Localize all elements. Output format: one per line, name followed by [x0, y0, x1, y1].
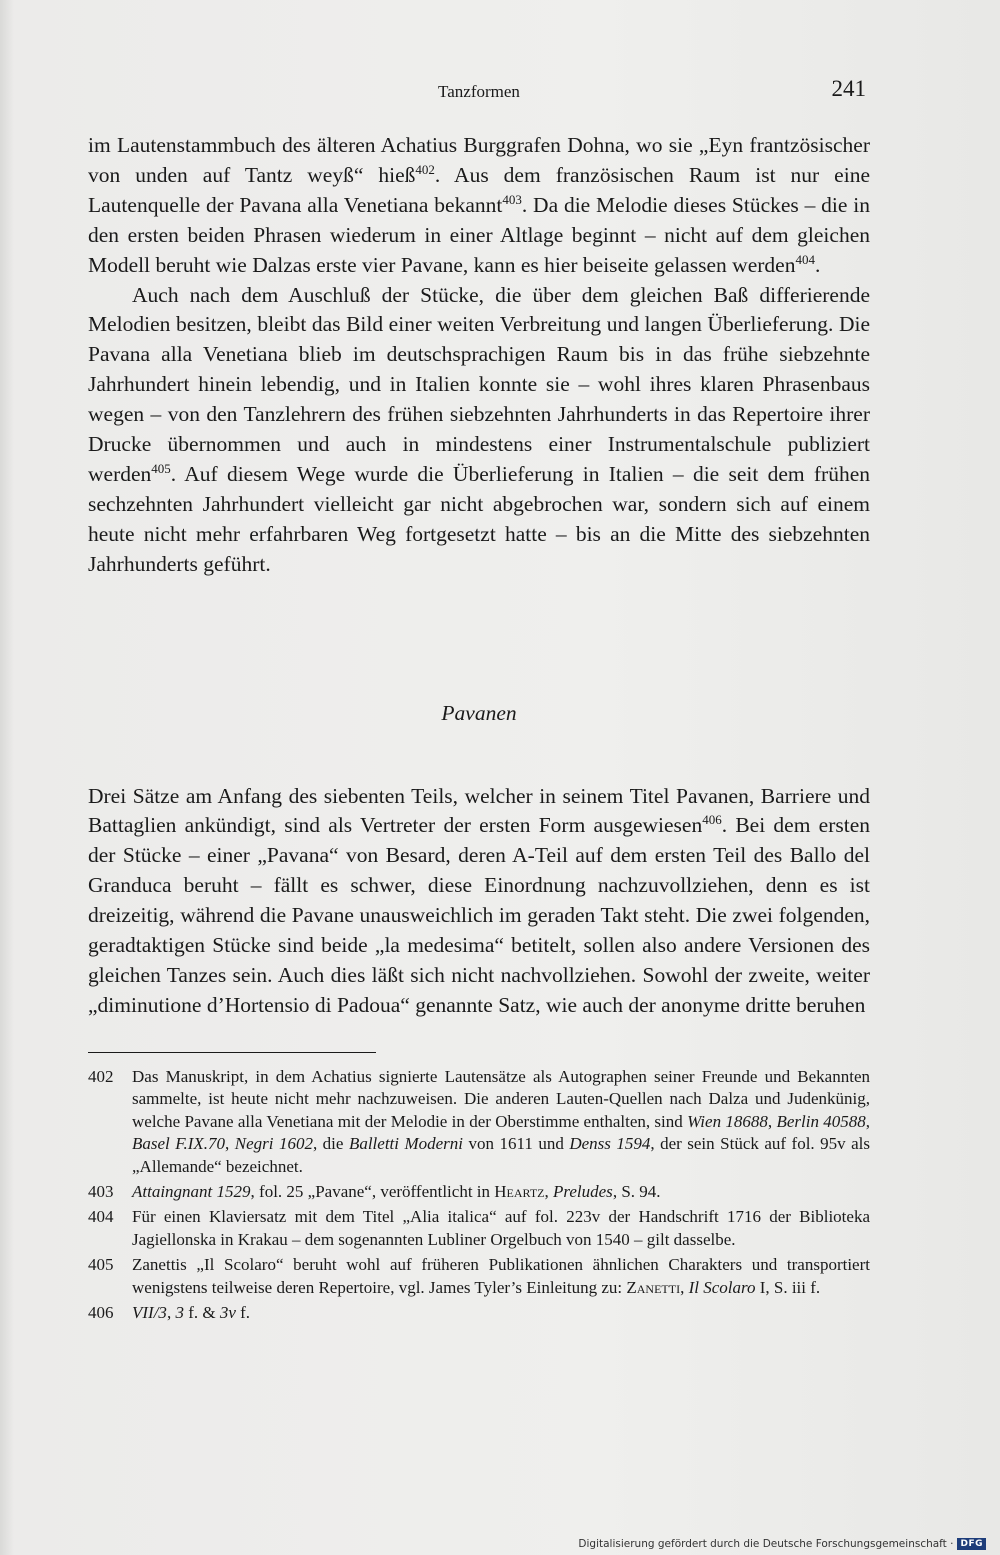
footnote-text: Das Manuskript, in dem Achatius signierte Lautensätze als Autographen seiner Freunde und Bekannten sammelte, ist heute nicht mehr nachzuweisen. Die anderen Lauten-Quellen nach Dalza und Judenkünig, welche Pavane alla Venetiana mit der Melodie in der Oberstimme enthalten, sind Wien 18688, Berlin 40588, Basel F.IX.70, Negri 1602, die Balletti Moderni von 1611 und Denss 1594, der sein Stück auf fol. 95v als „Allemande“ bezeichnet. [132, 1067, 871, 1176]
dfg-logo-icon[interactable]: DFG [957, 1538, 986, 1550]
footnote-number: 402 [88, 1067, 114, 1086]
footnote-number: 403 [88, 1182, 114, 1202]
page-number: 241 [831, 76, 866, 101]
footnote-text: Attaingnant 1529, fol. 25 „Pavane“, veröffentlicht in Heartz, Preludes, S. 94. [132, 1182, 661, 1202]
footnote-405 [88, 1254, 870, 1299]
paragraph-1-text-c: . Da die Melodie dieses Stückes – die in den ersten beiden Phrasen wiederum in einer Altlage beginnt – nicht auf dem gleichen Modell beruht wie Dalzas erste vier Pavane, kann es hier beiseite gelassen werden [88, 192, 870, 277]
footnote-ref-403[interactable]: 403 [502, 191, 522, 207]
footnote-text: VII/3, 3 f. & 3v f. [132, 1303, 251, 1323]
footnote-403 [88, 1181, 870, 1203]
footnote-number: 406 [88, 1303, 114, 1323]
footnote-number: 404 [88, 1207, 114, 1227]
footnote-402 [88, 1066, 870, 1178]
footnote-ref-405[interactable]: 405 [151, 460, 171, 476]
paragraph-2 [88, 281, 870, 580]
paragraph-1-text-b: . Aus dem französischen Raum ist nur eine Lautenquelle der Pavana alla Venetiana bekannt [88, 162, 870, 217]
footnote-406 [88, 1302, 870, 1324]
footnote-text: Für einen Klaviersatz mit dem Titel „Alia italica“ auf fol. 223v der Handschrift 1716 der Biblioteka Jagiellonska in Krakau – dem sogenannten Lubliner Orgelbuch von 1540 – gilt dasselbe. [132, 1207, 870, 1249]
paragraph-2-text-a: Auch nach dem Auschluß der Stücke, die über dem gleichen Baß differierende Melodien besitzen, bleibt das Bild einer weiten Verbreitung und langen Überlieferung. Die Pavana alla Venetiana blieb im deutschsprachigen Raum bis in das frühe siebzehnte Jahrhundert hinein lebendig, und in Italien konnte sie – wohl ihres klaren Phrasenbaus wegen – von den Tanzlehrern des frühen siebzehnten Jahrhunderts in das Repertoire ihrer Drucke übernommen und auch in mindestens einer Instrumentalschule publiziert werden [88, 282, 870, 486]
running-title: Tanzformen [438, 82, 520, 101]
page-header [88, 76, 870, 108]
paragraph-1-text-a: im Lautenstammbuch des älteren Achatius Burggrafen Dohna, wo sie „Eyn frantzösischer von unden auf Tantz weyß“ hieß [88, 133, 870, 187]
paragraph-3-text-b: . Bei dem ersten der Stücke – einer „Pavana“ von Besard, deren A-Teil auf dem ersten Teil des Ballo del Granduca beruht – fällt es schwer, diese Einordnung nachzuvollziehen, denn es ist dreizeitig, während die Pavane unausweichlich im geraden Takt steht. Die zwei folgenden, geradtaktigen Stücke sind beide „la medesima“ betitelt, sollen also andere Versionen des gleichen Tanzes sein. Auch dies läßt sich nicht nachvollziehen. Sowohl der zweite, weiter „diminutione d’Hortensio di Padoua“ genannte Satz, wie auch der anonyme dritte beruhen [88, 813, 870, 1017]
main-text-lower [88, 760, 870, 1042]
footnote-number: 405 [88, 1255, 114, 1275]
credit-text: Digitalisierung gefördert durch die Deutsche Forschungsgemeinschaft · [578, 1538, 954, 1550]
footnotes [88, 1066, 870, 1327]
paragraph-1 [88, 131, 870, 281]
paragraph-1-text-d: . [814, 252, 821, 277]
section-heading: Pavanen [441, 701, 517, 725]
main-text-upper [88, 131, 870, 580]
footnote-ref-404[interactable]: 404 [795, 251, 815, 267]
paragraph-3-text-a: Drei Sätze am Anfang des siebenten Teils, welcher in seinem Titel Pavanen, Barriere und Battaglien ankündigt, sind als Vertreter der ersten Form ausgewiesen [88, 783, 870, 838]
footnote-404 [88, 1206, 870, 1251]
footnote-separator [88, 1052, 376, 1053]
paragraph-2-text-b: . Auf diesem Wege wurde die Überlieferung in Italien – die seit dem frühen sechzehnten Jahrhundert vielleicht gar nicht abgebrochen war, sondern sich auf einem heute nicht mehr erfahrbaren Weg fortgesetzt hatte – bis an die Mitte des siebzehnten Jahrhunderts geführt. [88, 461, 870, 576]
footnote-text: Zanettis „Il Scolaro“ beruht wohl auf früheren Publikationen ähnlichen Charakters und transportiert wenigstens teilweise deren Repertoire, vgl. James Tyler’s Einleitung zu: Zanetti, Il Scolaro I, S. iii f. [132, 1255, 870, 1297]
footnote-ref-402[interactable]: 402 [415, 161, 435, 177]
digitization-credit [578, 1537, 986, 1551]
paragraph-3 [88, 782, 870, 1021]
footnote-ref-406[interactable]: 406 [702, 812, 722, 828]
